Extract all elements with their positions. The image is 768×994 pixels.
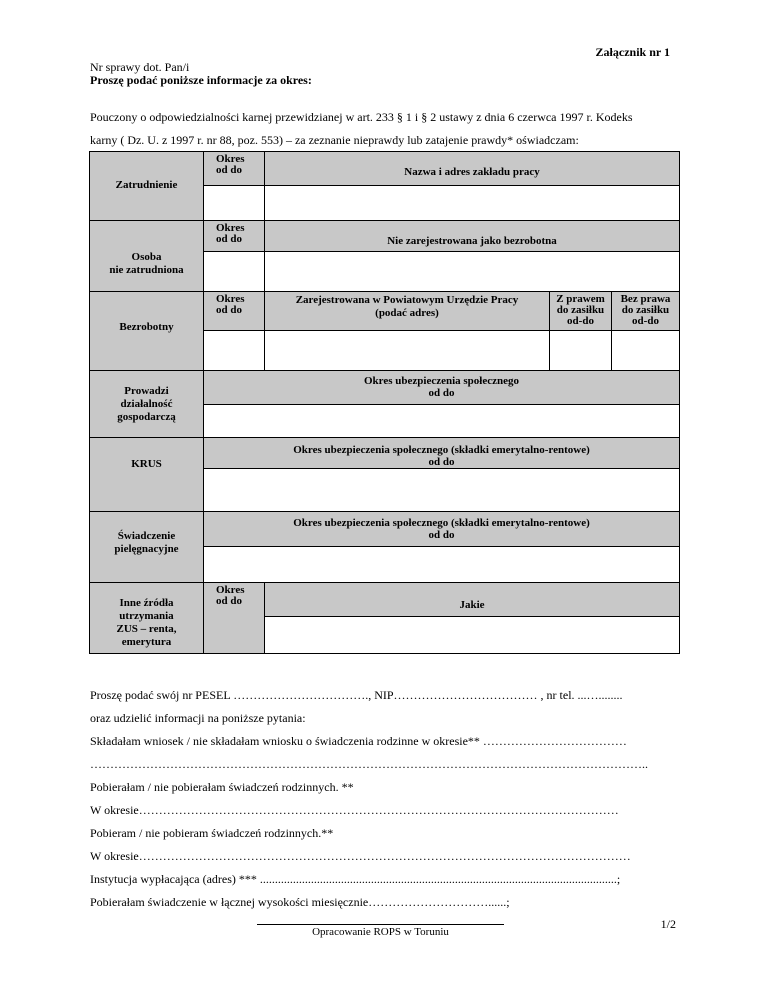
osoba-period-header: Okres od do xyxy=(203,220,265,252)
question-receiving: Pobieram / nie pobieram świadczeń rodzinnych.** xyxy=(90,826,334,840)
inne-details-field[interactable] xyxy=(264,616,680,654)
osoba-details-field[interactable] xyxy=(264,251,680,292)
bezrobotny-label-cell xyxy=(89,291,204,371)
swiadczenie-header: Okres ubezpieczenia społecznego (składki emerytalno-rentowe) od do xyxy=(203,511,680,547)
question-application-cont[interactable]: ………………………………………………………………………………………………………………………….. xyxy=(90,757,648,771)
krus-label: KRUS xyxy=(131,458,162,470)
swiadczenie-label-cell xyxy=(89,511,204,583)
osoba-label: Osoba nie zatrudniona xyxy=(109,251,184,276)
swiadczenie-label: Świadczenie pielęgnacyjne xyxy=(114,530,179,555)
krus-label-cell xyxy=(89,437,204,512)
dzialalnosc-label-cell xyxy=(89,370,204,438)
zatrudnienie-address-field[interactable] xyxy=(264,185,680,221)
inne-period-cell[interactable]: Okres od do xyxy=(203,582,265,654)
intro-line-2: karny ( Dz. U. z 1997 r. nr 88, poz. 553) – za zeznanie nieprawdy lub zatajenie prawdy* oświadczam: xyxy=(90,133,579,147)
krus-header: Okres ubezpieczenia społecznego (składki emerytalno-rentowe) od do xyxy=(203,437,680,469)
bezrobotny-without-benefit-header: Bez prawa do zasiłku od-do xyxy=(611,291,680,331)
dzialalnosc-header: Okres ubezpieczenia społecznego od do xyxy=(203,370,680,405)
intro-line-1: Pouczony o odpowiedzialności karnej przewidzianej w art. 233 § 1 i § 2 ustawy z dnia 6 czerwca 1997 r. Kodeks xyxy=(90,110,633,124)
question-application[interactable]: Składałam wniosek / nie składałam wniosku o świadczenia rodzinne w okresie** ……………………………… xyxy=(90,734,627,748)
inne-header: Jakie xyxy=(264,582,680,617)
attachment-number: Załącznik nr 1 xyxy=(595,45,670,59)
bezrobotny-period-field[interactable] xyxy=(203,330,265,371)
bezrobotny-without-benefit-field[interactable] xyxy=(611,330,680,371)
bezrobotny-with-benefit-header: Z prawem do zasiłku od-do xyxy=(549,291,612,331)
inne-label: Inne źródła utrzymania ZUS – renta, emerytura xyxy=(116,597,177,648)
question-received: Pobierałam / nie pobierałam świadczeń rodzinnych. ** xyxy=(90,780,354,794)
bezrobotny-header: Zarejestrowana w Powiatowym Urzędzie Pracy (podać adres) xyxy=(264,291,550,331)
zatrudnienie-header: Nazwa i adres zakładu pracy xyxy=(264,151,680,186)
swiadczenie-period-field[interactable] xyxy=(203,546,680,583)
period-request: Proszę podać poniższe informacje za okres: xyxy=(90,73,312,87)
case-line: Nr sprawy dot. Pan/i xyxy=(90,60,190,74)
krus-period-field[interactable] xyxy=(203,468,680,512)
info-line: oraz udzielić informacji na poniższe pytania: xyxy=(90,711,306,725)
zatrudnienie-label-cell xyxy=(89,151,204,221)
bezrobotny-with-benefit-field[interactable] xyxy=(549,330,612,371)
osoba-period-field[interactable] xyxy=(203,251,265,292)
question-amount[interactable]: Pobierałam świadczenie w łącznej wysokości miesięcznie…………………………......; xyxy=(90,895,510,909)
question-received-period[interactable]: W okresie………………………………………………………………………………………………………… xyxy=(90,803,619,817)
inne-label-cell xyxy=(89,582,204,654)
dzialalnosc-period-field[interactable] xyxy=(203,404,680,438)
bezrobotny-label: Bezrobotny xyxy=(119,321,174,333)
question-institution[interactable]: Instytucja wypłacająca (adres) *** .......................................................................................................................; xyxy=(90,872,621,886)
dzialalnosc-label: Prowadzi działalność gospodarczą xyxy=(117,385,176,423)
zatrudnienie-period-field[interactable] xyxy=(203,185,265,221)
footer-divider xyxy=(257,924,504,925)
osoba-header: Nie zarejestrowana jako bezrobotna xyxy=(264,220,680,252)
footer-org: Opracowanie ROPS w Toruniu xyxy=(312,926,449,938)
zatrudnienie-label: Zatrudnienie xyxy=(115,179,178,191)
page-number: 1/2 xyxy=(660,917,676,931)
question-receiving-period[interactable]: W okresie…………………………………………………………………………………………………………… xyxy=(90,849,631,863)
bezrobotny-period-header: Okres od do xyxy=(203,291,265,331)
bezrobotny-office-field[interactable] xyxy=(264,330,550,371)
zatrudnienie-period-header: Okres od do xyxy=(203,151,265,186)
osoba-label-cell xyxy=(89,220,204,292)
pesel-line[interactable]: Proszę podać swój nr PESEL ……………………………., NIP……………………………… , nr tel. ...…........ xyxy=(90,688,623,702)
